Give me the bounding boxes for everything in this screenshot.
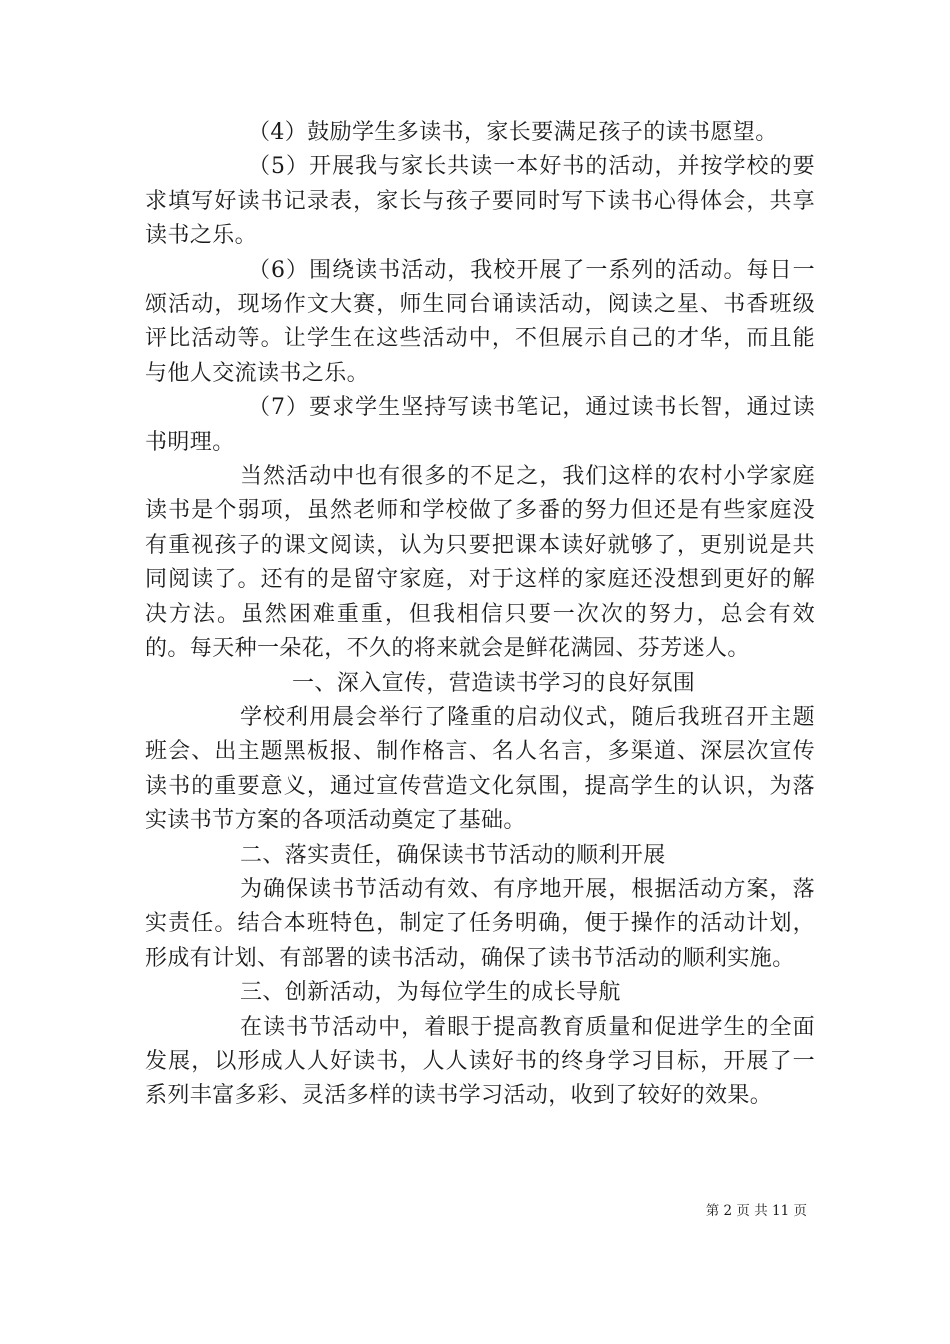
section-heading-1: 一、深入宣传，营造读书学习的良好氛围 xyxy=(292,670,696,696)
list-item-5: （5）开展我与家长共读一本好书的活动，并按学校的要求填写好读书记录表，家长与孩子要同时写下读书心得体会，共享读书之乐。 xyxy=(145,154,815,249)
section-heading-2: 二、落实责任，确保读书节活动的顺利开展 xyxy=(240,842,666,868)
section-heading-3: 三、创新活动，为每位学生的成长导航 xyxy=(240,980,621,1006)
list-item-4: （4）鼓励学生多读书，家长要满足孩子的读书愿望。 xyxy=(248,120,778,145)
paragraph-section-3: 在读书节活动中，着眼于提高教育质量和促进学生的全面发展，以形成人人好读书，人人读好书的终身学习目标，开展了一系列丰富多彩、灵活多样的读书学习活动，收到了较好的效果。 xyxy=(145,1014,815,1109)
list-item-6: （6）围绕读书活动，我校开展了一系列的活动。每日一颂活动，现场作文大赛，师生同台诵读活动，阅读之星、书香班级评比活动等。让学生在这些活动中，不但展示自己的才华，而且能与他人交流读书之乐。 xyxy=(145,257,815,386)
paragraph-section-1: 学校利用晨会举行了隆重的启动仪式，随后我班召开主题班会、出主题黑板报、制作格言、名人名言，多渠道、深层次宣传读书的重要意义，通过宣传营造文化氛围，提高学生的认识，为落实读书节方案的各项活动奠定了基础。 xyxy=(145,704,815,834)
paragraph-section-2: 为确保读书节活动有效、有序地开展，根据活动方案，落实责任。结合本班特色，制定了任务明确，便于操作的活动计划，形成有计划、有部署的读书活动，确保了读书节活动的顺利实施。 xyxy=(145,876,815,971)
paragraph-shortcomings: 当然活动中也有很多的不足之，我们这样的农村小学家庭读书是个弱项，虽然老师和学校做了多番的努力但还是有些家庭没有重视孩子的课文阅读，认为只要把课本读好就够了，更别说是共同阅读了。还有的是留守家庭，对于这样的家庭还没想到更好的解决方法。虽然困难重重，但我相信只要一次次的努力，总会有效的。每天种一朵花，不久的将来就会是鲜花满园、芬芳迷人。 xyxy=(145,464,815,662)
list-item-7: （7）要求学生坚持写读书笔记，通过读书长智，通过读书明理。 xyxy=(145,395,815,455)
page-number-footer: 第 2 页 共 11 页 xyxy=(705,1203,807,1219)
document-body xyxy=(145,116,815,1114)
